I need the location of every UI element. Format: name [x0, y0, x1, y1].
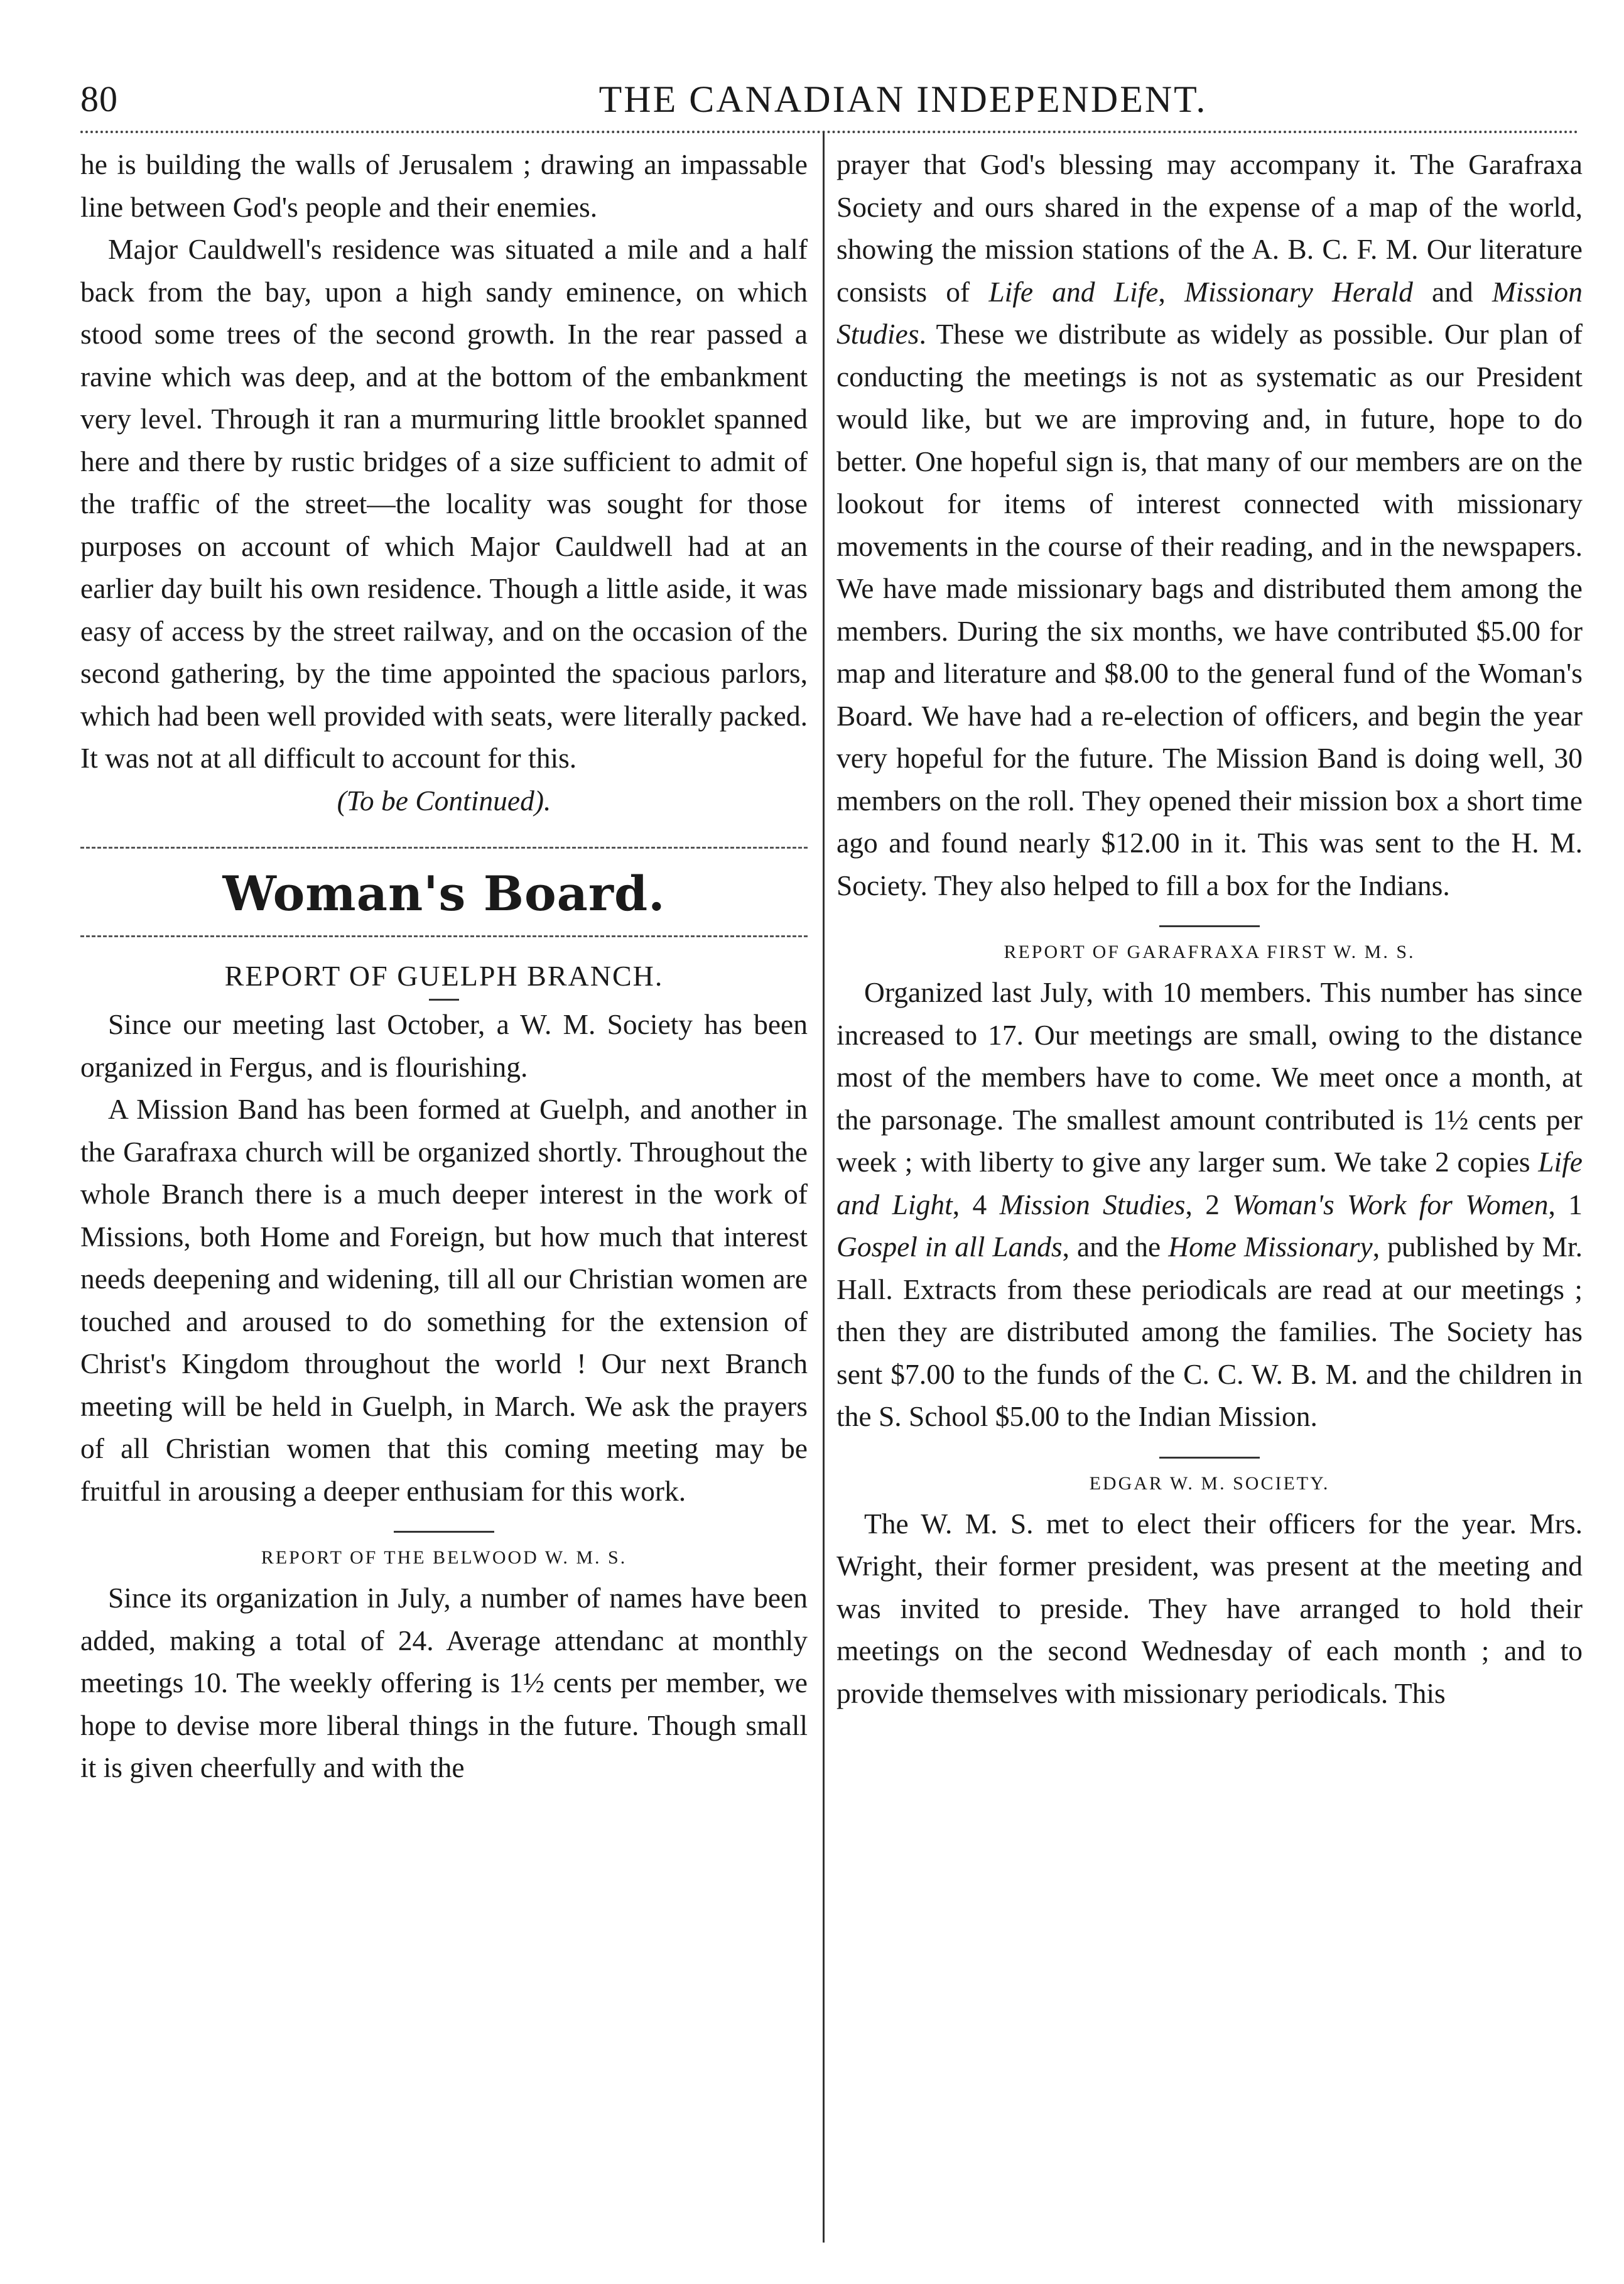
belwood-paragraph: Since its organization in July, a number of names have been added, making a total of 24. Average attendanc at monthly meetings 10. The weekly offering is 1½ cents per member, we hope to devise more liberal things in the future. Though small it is given cheerfully and with the [80, 1582, 808, 1783]
guelph-paragraph-1: Since our meeting last October, a W. M. Society has been organized in Fergus, and is flourishing. [80, 1008, 808, 1083]
guelph-paragraph-2: A Mission Band has been formed at Guelph, and another in the Garafraxa church will be organized shortly. Throughout the whole Branch there is a much deeper interest in the work of Missions, both Home and Foreign, but how much that interest needs deepening and widening, till all our Christian women are touched and aroused to do something for the extension of Christ's Kingdom throughout the world ! Our next Branch meeting will be held in Guelph, in March. We ask the prayers of all Christian women that this coming meeting may be fruitful in arousing a deeper enthusiam for this work. [80, 1093, 808, 1507]
left-paragraph-continued: he is building the walls of Jerusalem ; drawing an impassable line between God's people and their enemies. [80, 148, 808, 223]
belwood-report-heading: REPORT OF THE BELWOOD W. M. S. [261, 1547, 627, 1568]
running-title: THE CANADIAN INDEPENDENT. [598, 79, 1208, 120]
continued-note: (To be Continued). [337, 784, 551, 817]
garafraxa-report-heading: REPORT OF GARAFRAXA FIRST W. M. S. [1004, 942, 1416, 962]
section-rule-top [80, 847, 808, 849]
periodical-title: Missionary Herald [1184, 275, 1413, 308]
belwood-paragraph-continued: prayer that God's blessing may accompany it. The Garafraxa Society and ours shared in the expense of a map of the world, showing the mission stations of the A. B. C. F. M. Our literature consists of Life and Life, Missionary Herald and Mission Studies. These we distribute as widely as possible. Our plan of conducting the meetings is not as systematic as our President would like, but we are improving and, in future, hope to do better. One hopeful sign is, that many of our members are on the lookout for items of interest connected with missionary movements in the course of their reading, and in the newspapers. We have made missionary bags and distributed them among the members. During the six months, we have contributed $5.00 for map and literature and $8.00 to the general fund of the Woman's Board. We have had a re-election of officers, and begin the year very hopeful for the future. The Mission Band is doing well, 30 members on the roll. They opened their mission box a short time ago and found nearly $12.00 in it. This was sent to the H. M. Society. They also helped to fill a box for the Indians. [836, 148, 1583, 901]
periodical-title: Gospel in all Lands [836, 1231, 1063, 1263]
garafraxa-paragraph: Organized last July, with 10 members. This number has since increased to 17. Our meetings are small, owing to the distance most of the members have to come. We meet once a month, at the parsonage. The smallest amount contributed is 1½ cents per week ; with liberty to give any larger sum. We take 2 copies Life and Light, 4 Mission Studies, 2 Woman's Work for Women, 1 Gospel in all Lands, and the Home Missionary, published by Mr. Hall. Extracts from these periodicals are read at our meetings ; then they are distributed among the families. The Society has sent $7.00 to the funds of the C. C. W. B. M. and the children in the S. School $5.00 to the Indian Mission. [836, 976, 1583, 1432]
separator-rule [1159, 1457, 1260, 1459]
page-header [80, 74, 1579, 124]
edgar-paragraph: The W. M. S. met to elect their officers for the year. Mrs. Wright, their former president, was present at the meeting and was invited to preside. They have arranged to hold their meetings on the second Wednesday of each month ; and to provide themselves with missionary periodicals. This [836, 1507, 1583, 1709]
section-title: Woman's Board. [222, 866, 666, 922]
periodical-title: Mission Studies [836, 275, 1583, 350]
periodical-title: Life and Life [988, 275, 1159, 308]
left-column [80, 143, 808, 1789]
periodical-title: Home Missionary [1168, 1231, 1373, 1263]
edgar-report-heading: EDGAR W. M. SOCIETY. [1089, 1472, 1330, 1494]
short-rule [429, 999, 459, 1001]
separator-rule [1159, 925, 1260, 927]
section-rule-bottom [80, 935, 808, 937]
column-divider [823, 132, 825, 2243]
header-rule [80, 131, 1579, 133]
periodical-title: Life and Light [836, 1146, 1583, 1221]
right-column [836, 143, 1583, 1714]
periodical-title: Mission Studies [999, 1188, 1186, 1221]
separator-rule [394, 1531, 494, 1533]
left-paragraph-residence: Major Cauldwell's residence was situated a mile and a half back from the bay, upon a high sandy eminence, on which stood some trees of the second growth. In the rear passed a ravine which was deep, and at the bottom of the embankment very level. Through it ran a murmuring little brooklet spanned here and there by rustic bridges of a size sufficient to admit of the traffic of the street—the locality was sought for those purposes on account of which Major Cauldwell had at an earlier day built his own residence. Though a little aside, it was easy of access by the street railway, and on the occasion of the second gathering, by the time appointed the spacious parlors, which had been well provided with seats, were literally packed. It was not at all difficult to account for this. [80, 233, 808, 774]
periodical-title: Woman's Work for Women [1232, 1188, 1549, 1221]
guelph-report-heading: REPORT OF GUELPH BRANCH. [224, 960, 664, 992]
page-number: 80 [80, 79, 118, 119]
